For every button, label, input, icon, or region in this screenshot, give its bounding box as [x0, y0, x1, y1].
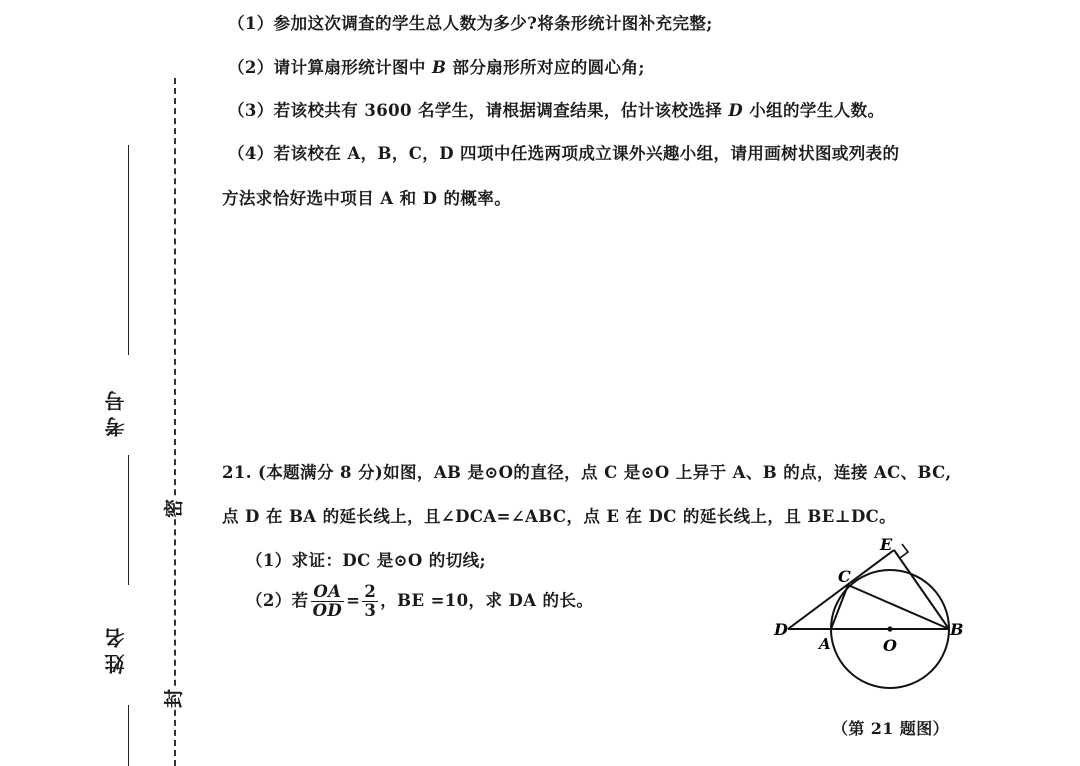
seal-mark-mi: 密: [157, 499, 188, 518]
seal-mark-feng: 封: [157, 689, 188, 708]
q20-part3-pre: （3）若该校共有 3600 名学生，请根据调查结果，估计该校选择: [228, 101, 723, 120]
value-denominator: 3: [364, 601, 377, 621]
value-numerator: 2: [364, 582, 377, 601]
q20-part1: （1）参加这次调查的学生总人数为多少?将条形统计图补充完整;: [228, 14, 713, 33]
name-label: 姓名: [104, 622, 128, 674]
label-a: A: [819, 635, 831, 653]
exam-no-fill-line: [128, 145, 129, 355]
name-fill-line: [128, 705, 129, 766]
label-e: E: [880, 535, 893, 554]
label-b: B: [950, 620, 964, 639]
q20-part4-line1: （4）若该校在 A，B，C，D 四项中任选两项成立课外兴趣小组，请用画树状图或列表的: [228, 144, 900, 163]
q20-part2: [228, 54, 645, 78]
geometry-figure: [770, 530, 990, 700]
ratio-denominator: OD: [312, 601, 343, 621]
q20-part3-post: 小组的学生人数。: [749, 101, 885, 120]
q21-part2: [246, 583, 593, 620]
value-fraction: [362, 583, 378, 620]
ratio-fraction: [311, 583, 344, 620]
label-c: C: [838, 567, 851, 586]
q20-part2-pre: （2）请计算扇形统计图中: [228, 58, 426, 77]
figure-caption: （第 21 题图）: [832, 719, 950, 738]
q20-part4-line2: 方法求恰好选中项目 A 和 D 的概率。: [222, 189, 512, 208]
binding-margin: [0, 0, 200, 766]
q21-part2-post: ，BE =10，求 DA 的长。: [380, 591, 594, 611]
q20-part3: [228, 97, 884, 121]
right-angle-mark: [900, 544, 908, 558]
q21-stem-line2: 点 D 在 BA 的延长线上，且∠DCA=∠ABC，点 E 在 DC 的延长线上，且 BE⊥DC。: [222, 507, 897, 526]
equals-sign: =: [346, 591, 361, 611]
q20-part2-var: B: [431, 58, 447, 77]
q21-part2-pre: （2）若: [246, 591, 309, 611]
q21-part1: （1）求证：DC 是⊙O 的切线;: [246, 551, 486, 570]
q20-part3-var: D: [728, 101, 744, 120]
center-point-o: [887, 626, 892, 631]
q21-stem-line1: 21. (本题满分 8 分)如图，AB 是⊙O的直径，点 C 是⊙O 上异于 A、B 的点，连接 AC、BC,: [222, 463, 952, 482]
label-o: O: [883, 636, 897, 655]
line-de: [788, 550, 894, 629]
exam-no-label: 考号: [104, 385, 128, 437]
ratio-numerator: OA: [311, 583, 344, 602]
exam-no-fill-line-lower: [128, 455, 129, 585]
seal-dashed-line: [174, 78, 176, 766]
label-d: D: [774, 620, 788, 639]
q20-part2-post: 部分扇形所对应的圆心角;: [452, 58, 645, 77]
